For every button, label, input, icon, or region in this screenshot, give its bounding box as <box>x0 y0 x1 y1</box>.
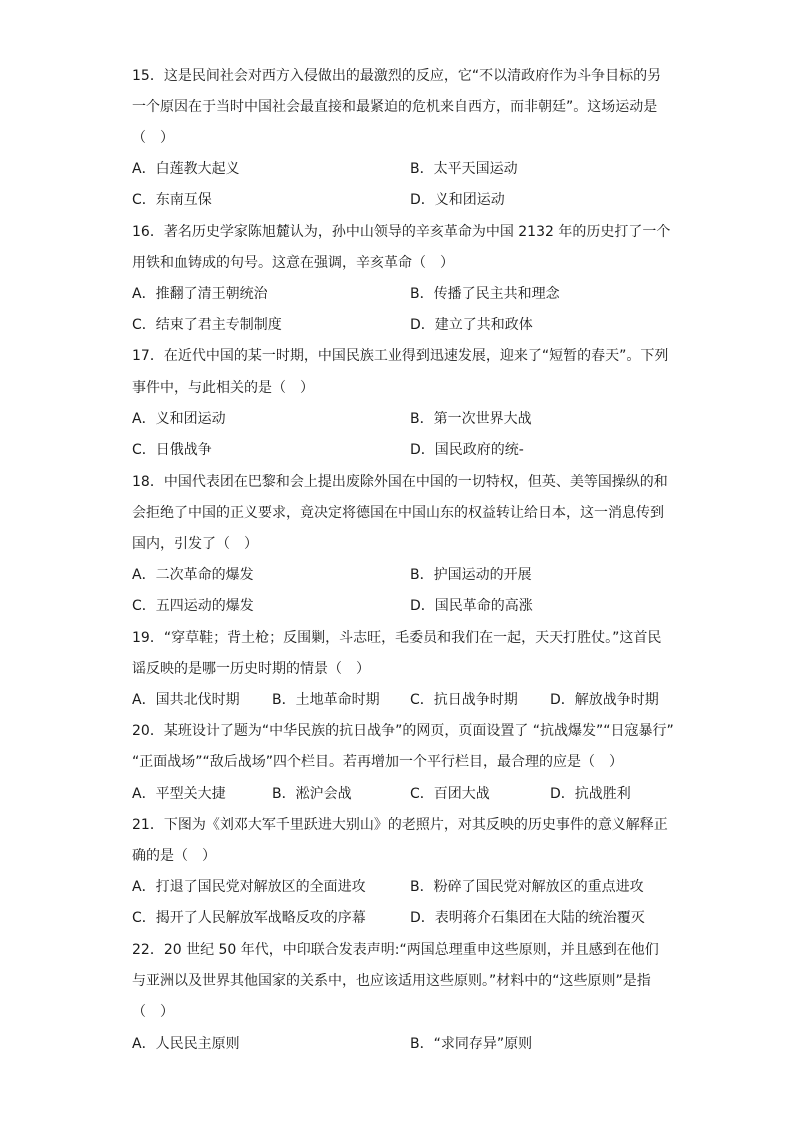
q21-option-b: B．粉碎了国民党对解放区的重点进攻 <box>410 879 644 895</box>
q17-stem-line-1: 17．在近代中国的某一时期，中国民族工业得到迅速发展，迎来了“短暂的春天”。下列 <box>132 348 669 364</box>
q15-option-d: D．义和团运动 <box>410 192 505 208</box>
q16-option-c: C．结束了君主专制制度 <box>132 317 282 333</box>
q22-option-a: A．人民民主原则 <box>132 1036 240 1052</box>
q19-option-b: B．土地革命时期 <box>272 692 380 708</box>
q20-stem-line-2: “正面战场”“敌后战场”四个栏目。若再增加一个平行栏目，最合理的应是（ ） <box>132 754 624 770</box>
q18-stem-line-3: 国内，引发了（ ） <box>132 536 258 552</box>
q21-stem-line-1: 21．下图为《刘邓大军千里跃进大别山》的老照片，对其反映的历史事件的意义解释正 <box>132 817 668 833</box>
q21-option-c: C．揭开了人民解放军战略反攻的序幕 <box>132 910 366 926</box>
q22-stem-line-1: 22．20 世纪 50 年代，中印联合发表声明:“两国总理重申这些原则，并且感到在他们 <box>132 942 659 958</box>
q20-option-a: A．平型关大捷 <box>132 786 226 802</box>
q19-stem-line-1: 19．“穿草鞋；背土枪；反围剿，斗志旺，毛委员和我们在一起，天天打胜仗。”这首民 <box>132 630 662 646</box>
q16-stem-line-1: 16．著名历史学家陈旭麓认为，孙中山领导的辛亥革命为中国 2132 年的历史打了一个 <box>132 224 671 240</box>
q15-option-b: B．太平天国运动 <box>410 161 518 177</box>
q17-stem-line-2: 事件中，与此相关的是（ ） <box>132 380 314 396</box>
q22-stem-line-3: （ ） <box>132 1004 174 1020</box>
q15-stem-line-2: 一个原因在于当时中国社会最直接和最紧迫的危机来自西方，而非朝廷”。这场运动是 <box>132 99 658 115</box>
q21-option-a: A．打退了国民党对解放区的全面进攻 <box>132 879 366 895</box>
q20-option-d: D．抗战胜利 <box>550 786 631 802</box>
q18-stem-line-1: 18．中国代表团在巴黎和会上提出废除外国在中国的一切特权，但英、美等国操纵的和 <box>132 474 668 490</box>
q17-option-a: A．义和团运动 <box>132 411 226 427</box>
q16-stem-line-2: 用铁和血铸成的句号。这意在强调，辛亥革命（ ） <box>132 255 454 271</box>
q19-option-d: D．解放战争时期 <box>550 692 659 708</box>
q17-option-b: B．第一次世界大战 <box>410 411 532 427</box>
q16-option-b: B．传播了民主共和理念 <box>410 286 560 302</box>
q17-option-c: C．日俄战争 <box>132 442 212 458</box>
q18-option-d: D．国民革命的高涨 <box>410 598 533 614</box>
q15-option-c: C．东南互保 <box>132 192 212 208</box>
q17-option-d: D．国民政府的统- <box>410 442 524 458</box>
q15-option-a: A．白莲教大起义 <box>132 161 240 177</box>
q15-stem-line-3: （ ） <box>132 130 174 146</box>
q20-option-c: C．百团大战 <box>410 786 490 802</box>
q18-option-c: C．五四运动的爆发 <box>132 598 254 614</box>
q19-stem-line-2: 谣反映的是哪一历史时期的情景（ ） <box>132 661 370 677</box>
q16-option-d: D．建立了共和政体 <box>410 317 533 333</box>
q16-option-a: A．推翻了清王朝统治 <box>132 286 268 302</box>
q22-option-b: B．“求同存异”原则 <box>410 1036 533 1052</box>
q20-stem-line-1: 20．某班设计了题为“中华民族的抗日战争”的网页，页面设置了 “抗战爆发”“日寇暴行” <box>132 723 674 739</box>
q20-option-b: B．淞沪会战 <box>272 786 352 802</box>
q19-option-c: C．抗日战争时期 <box>410 692 518 708</box>
q21-stem-line-2: 确的是（ ） <box>132 848 216 864</box>
q18-option-b: B．护国运动的开展 <box>410 567 532 583</box>
q22-stem-line-2: 与亚洲以及世界其他国家的关系中，也应该适用这些原则。”材料中的“这些原则”是指 <box>132 973 651 989</box>
q19-option-a: A．国共北伐时期 <box>132 692 240 708</box>
q18-option-a: A．二次革命的爆发 <box>132 567 254 583</box>
q18-stem-line-2: 会拒绝了中国的正义要求，竟决定将德国在中国山东的权益转让给日本，这一消息传到 <box>132 505 664 521</box>
q15-stem-line-1: 15．这是民间社会对西方入侵做出的最激烈的反应，它“不以清政府作为斗争目标的另 <box>132 68 662 84</box>
q21-option-d: D．表明蒋介石集团在大陆的统治覆灭 <box>410 910 645 926</box>
